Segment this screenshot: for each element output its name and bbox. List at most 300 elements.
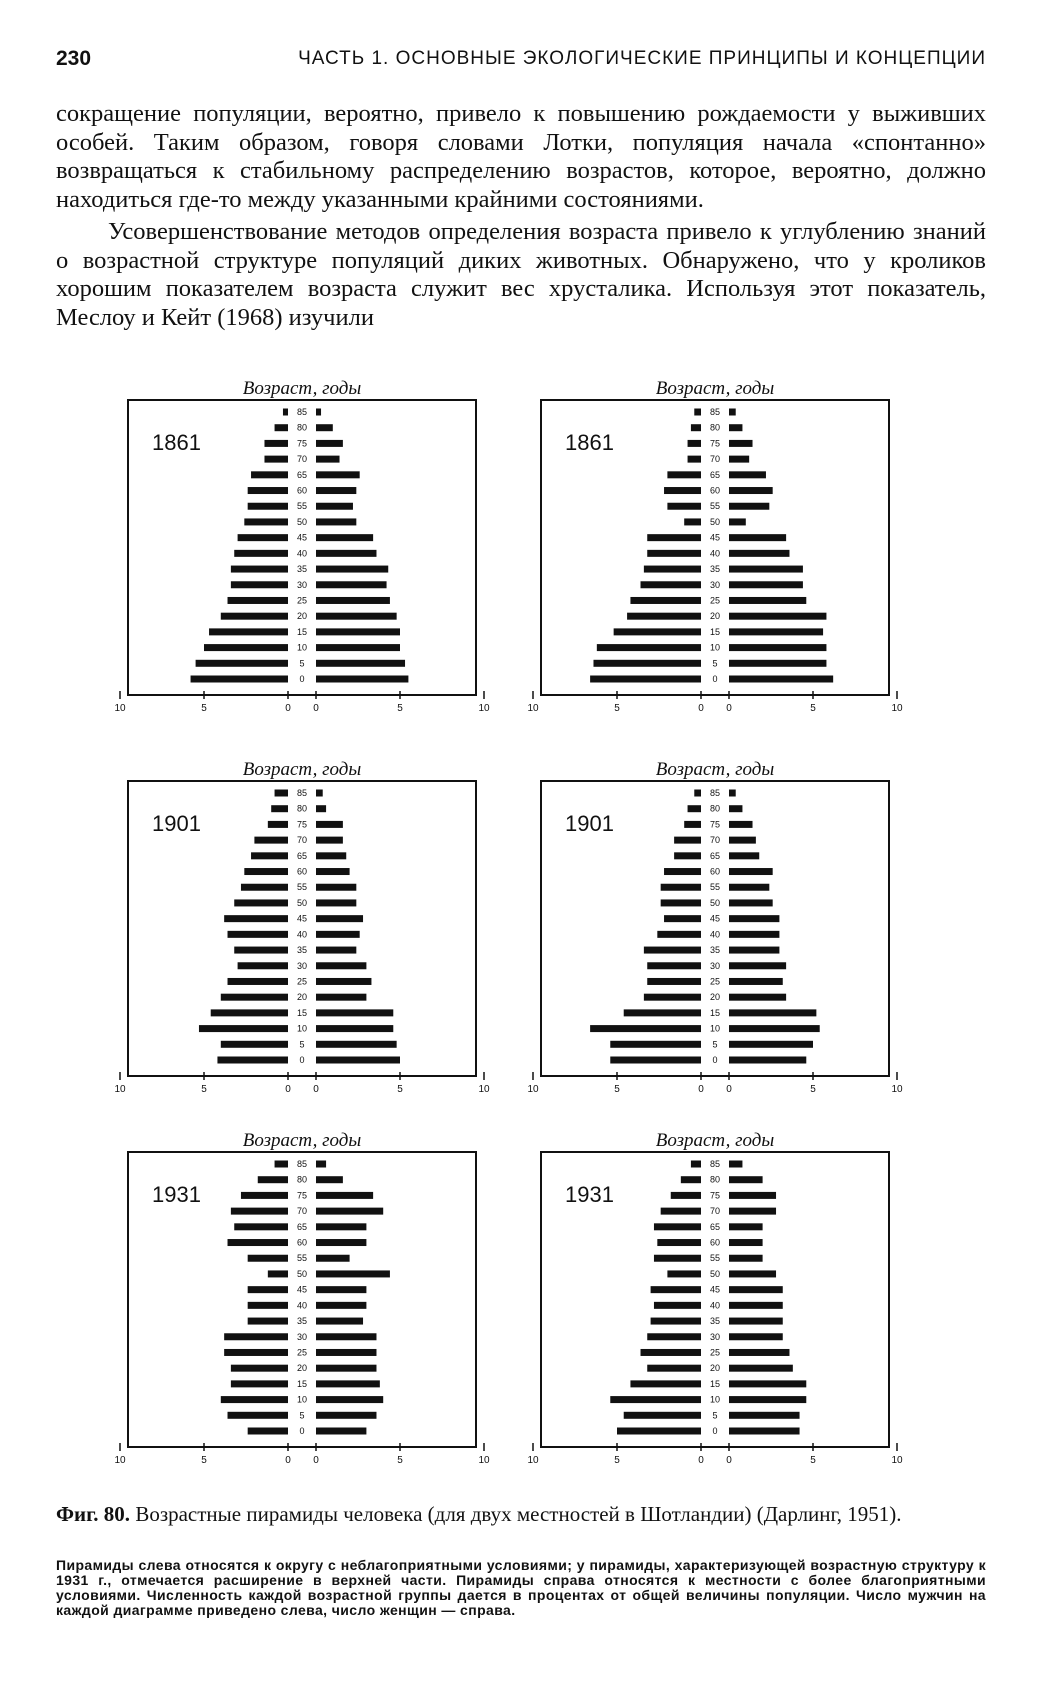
age-tick-label: 65 [709,850,721,861]
female-bar [316,424,333,431]
male-bar [641,1349,701,1356]
age-tick-label: 40 [296,548,308,559]
male-bar [681,1176,701,1183]
figure-number: Фиг. 80. [56,1502,131,1526]
female-bar [316,660,405,667]
male-bar [224,1333,288,1340]
male-bar [209,628,288,635]
female-bar [729,597,806,604]
age-tick-label: 35 [709,945,721,956]
age-tick-label: 5 [299,1039,305,1050]
age-tick-label: 45 [709,1284,721,1295]
female-bar [316,1380,380,1387]
male-bar [251,852,288,859]
female-bar [729,456,749,463]
male-bar [231,566,288,573]
age-tick-label: 45 [296,913,308,924]
pyramid-axis-label: Возраст, годы [655,1130,775,1151]
age-tick-label: 35 [709,1316,721,1327]
age-tick-label: 0 [299,1055,305,1065]
age-tick-label: 80 [296,803,308,814]
female-bar [729,566,803,573]
female-bar [729,1365,793,1372]
caption-text: Возрастные пирамиды человека (для двух местностей в Шотландии) (Дарлинг, 1951). [135,1502,902,1526]
age-tick-label: 25 [296,595,308,606]
female-bar [316,534,373,541]
x-tick-label: 10 [527,1455,539,1466]
age-tick-label: 35 [296,1316,308,1327]
male-bar [654,1302,701,1309]
female-bar [729,1208,776,1215]
female-bar [729,978,783,985]
male-bar [238,534,288,541]
female-bar [729,1161,742,1168]
female-bar [316,1333,376,1340]
male-bar [684,821,701,828]
female-bar [729,1302,783,1309]
x-tick-label: 5 [397,1455,403,1466]
x-tick-label: 0 [726,703,732,714]
age-tick-label: 5 [299,658,305,669]
age-tick-label: 5 [712,658,718,669]
female-bar [729,821,753,828]
age-tick-label: 80 [709,1174,721,1185]
age-tick-label: 35 [296,564,308,575]
male-bar [228,1239,288,1246]
age-tick-label: 70 [296,835,308,846]
age-tick-label: 5 [712,1039,718,1050]
age-tick-label: 75 [296,1190,308,1201]
male-bar [661,899,701,906]
male-bar [228,931,288,938]
male-bar [268,821,288,828]
male-bar [231,1208,288,1215]
x-tick-label: 10 [891,1084,903,1095]
male-bar [610,1057,701,1064]
male-bar [657,931,701,938]
female-bar [729,1380,806,1387]
page-number: 230 [56,47,92,70]
age-tick-label: 15 [296,1007,308,1018]
age-tick-label: 10 [296,642,308,653]
male-bar [664,915,701,922]
female-bar [316,597,390,604]
female-bar [729,1057,806,1064]
female-bar [729,852,759,859]
age-tick-label: 20 [296,1363,308,1374]
male-bar [688,805,701,812]
age-tick-label: 30 [709,960,721,971]
male-bar [647,978,701,985]
female-bar [729,660,826,667]
male-bar [244,868,288,875]
male-bar [275,1161,288,1168]
male-bar [196,660,288,667]
x-tick-label: 5 [810,703,816,714]
female-bar [316,1161,326,1168]
x-tick-label: 10 [114,1455,126,1466]
female-bar [316,628,400,635]
female-bar [729,1255,763,1262]
male-bar [254,837,288,844]
female-bar [729,1286,783,1293]
x-tick-label: 10 [527,1084,539,1095]
age-tick-label: 30 [709,579,721,590]
male-bar [590,1025,701,1032]
female-bar [316,1025,393,1032]
female-bar [729,534,786,541]
age-tick-label: 70 [709,1206,721,1217]
male-bar [644,994,701,1001]
female-bar [316,1318,363,1325]
female-bar [316,805,326,812]
pyramid-year: 1931 [565,1182,614,1207]
female-bar [729,868,773,875]
male-bar [191,676,288,683]
page-header [56,44,986,74]
female-bar [729,424,742,431]
male-bar [590,676,701,683]
female-bar [729,837,756,844]
male-bar [228,1412,288,1419]
age-tick-label: 25 [296,976,308,987]
male-bar [234,947,288,954]
male-bar [248,1318,288,1325]
x-tick-label: 5 [614,703,620,714]
age-tick-label: 20 [296,611,308,622]
age-tick-label: 10 [296,1394,308,1405]
male-bar [264,456,288,463]
age-tick-label: 50 [296,897,308,908]
male-bar [667,1270,701,1277]
female-bar [729,962,786,969]
female-bar [316,1255,350,1262]
male-bar [657,1239,701,1246]
age-tick-label: 15 [296,1378,308,1389]
age-tick-label: 60 [296,1237,308,1248]
female-bar [316,1176,343,1183]
male-bar [271,805,288,812]
male-bar [224,915,288,922]
age-tick-label: 0 [712,674,718,684]
male-bar [251,471,288,478]
age-tick-label: 85 [296,407,308,417]
male-bar [248,503,288,510]
female-bar [316,931,360,938]
age-tick-label: 15 [709,1007,721,1018]
age-tick-label: 40 [709,929,721,940]
age-tick-label: 55 [709,882,721,893]
female-bar [729,1041,813,1048]
pyramid-axis-label: Возраст, годы [655,759,775,780]
female-bar [729,790,736,797]
age-tick-label: 55 [709,1253,721,1264]
male-bar [651,1286,701,1293]
pyramid-year: 1861 [152,430,201,455]
female-bar [729,1349,789,1356]
male-bar [231,581,288,588]
age-tick-label: 40 [296,929,308,940]
male-bar [647,550,701,557]
male-bar [248,1286,288,1293]
age-tick-label: 10 [709,1023,721,1034]
female-bar [729,899,773,906]
female-bar [729,1318,783,1325]
female-bar [729,1223,763,1230]
x-tick-label: 0 [698,703,704,714]
female-bar [316,456,340,463]
female-bar [729,644,826,651]
male-bar [283,409,288,416]
female-bar [729,1396,806,1403]
male-bar [664,868,701,875]
male-bar [221,613,288,620]
male-bar [624,1412,701,1419]
x-tick-label: 0 [313,1084,319,1095]
x-tick-label: 5 [201,1084,207,1095]
age-tick-label: 80 [709,803,721,814]
female-bar [316,994,366,1001]
pyramid-year: 1861 [565,430,614,455]
age-tick-label: 50 [296,1268,308,1279]
male-bar [630,597,701,604]
male-bar [624,1009,701,1016]
paragraph-2: Усовершенствование методов определения возраста привело к углублению знаний о возрастной структуре популяций диких животных. Обнаружено, что у кроликов хорошим показателем возраста служит вес хрусталика. Используя этот показатель, Меслоу и Кейт (1968) изучили [56,218,986,331]
age-tick-label: 50 [709,516,721,527]
pyramid-3 [505,753,925,1103]
male-bar [221,994,288,1001]
age-tick-label: 10 [709,642,721,653]
age-tick-label: 70 [709,835,721,846]
female-bar [316,1239,366,1246]
age-tick-label: 60 [296,485,308,496]
male-bar [228,978,288,985]
age-tick-label: 35 [296,945,308,956]
female-bar [316,821,343,828]
x-tick-label: 0 [698,1084,704,1095]
age-tick-label: 55 [296,882,308,893]
female-bar [316,644,400,651]
age-tick-label: 45 [709,532,721,543]
male-bar [654,1223,701,1230]
male-bar [651,1318,701,1325]
age-tick-label: 0 [712,1426,718,1436]
male-bar [221,1041,288,1048]
female-bar [316,1270,390,1277]
age-tick-label: 50 [709,1268,721,1279]
age-tick-label: 30 [296,960,308,971]
age-tick-label: 85 [709,407,721,417]
x-tick-label: 10 [114,703,126,714]
male-bar [199,1025,288,1032]
female-bar [316,1302,366,1309]
female-bar [316,487,356,494]
x-tick-label: 0 [698,1455,704,1466]
female-bar [316,868,350,875]
female-bar [729,947,779,954]
female-bar [316,1057,400,1064]
female-bar [729,994,786,1001]
running-title: ЧАСТЬ 1. ОСНОВНЫЕ ЭКОЛОГИЧЕСКИЕ ПРИНЦИПЫ И КОНЦЕПЦИИ [298,48,986,69]
female-bar [316,550,376,557]
age-tick-label: 60 [709,1237,721,1248]
body-text [56,100,986,332]
pyramid-axis-label: Возраст, годы [242,378,362,399]
age-tick-label: 45 [296,1284,308,1295]
pyramid-axis-label: Возраст, годы [655,378,775,399]
age-tick-label: 5 [712,1410,718,1421]
age-tick-label: 20 [709,611,721,622]
female-bar [316,503,353,510]
x-tick-label: 10 [891,1455,903,1466]
male-bar [597,644,701,651]
female-bar [729,503,769,510]
x-tick-label: 5 [201,1455,207,1466]
male-bar [231,1380,288,1387]
x-tick-label: 10 [478,703,490,714]
female-bar [729,1009,816,1016]
male-bar [674,837,701,844]
x-tick-label: 0 [285,1084,291,1095]
female-bar [729,805,742,812]
age-tick-label: 30 [709,1331,721,1342]
pyramid-year: 1901 [152,811,201,836]
age-tick-label: 65 [296,850,308,861]
male-bar [248,487,288,494]
female-bar [316,581,387,588]
age-tick-label: 25 [709,595,721,606]
x-tick-label: 10 [478,1084,490,1095]
female-bar [316,440,343,447]
female-bar [316,790,323,797]
male-bar [234,1223,288,1230]
female-bar [729,1239,763,1246]
male-bar [664,487,701,494]
female-bar [729,884,769,891]
male-bar [627,613,701,620]
female-bar [729,471,766,478]
x-tick-label: 10 [527,703,539,714]
male-bar [661,1208,701,1215]
age-tick-label: 65 [296,469,308,480]
age-tick-label: 15 [296,626,308,637]
age-tick-label: 85 [296,1159,308,1169]
age-tick-label: 65 [709,469,721,480]
male-bar [674,852,701,859]
male-bar [667,503,701,510]
female-bar [316,1041,397,1048]
age-tick-label: 25 [709,1347,721,1358]
age-tick-label: 85 [296,788,308,798]
female-bar [316,837,343,844]
female-bar [729,581,803,588]
age-tick-label: 75 [709,438,721,449]
x-tick-label: 5 [201,703,207,714]
age-tick-label: 30 [296,579,308,590]
pyramid-year: 1931 [152,1182,201,1207]
male-bar [610,1396,701,1403]
male-bar [258,1176,288,1183]
female-bar [316,1365,376,1372]
female-bar [316,899,356,906]
x-tick-label: 0 [285,703,291,714]
male-bar [211,1009,288,1016]
x-tick-label: 5 [397,1084,403,1095]
age-tick-label: 40 [709,1300,721,1311]
age-tick-label: 75 [709,819,721,830]
x-tick-label: 5 [614,1084,620,1095]
age-tick-label: 80 [709,422,721,433]
female-bar [316,1412,376,1419]
male-bar [593,660,701,667]
male-bar [644,566,701,573]
male-bar [248,1428,288,1435]
age-tick-label: 85 [709,788,721,798]
female-bar [316,947,356,954]
female-bar [316,1286,366,1293]
female-bar [316,1396,383,1403]
age-tick-label: 0 [712,1055,718,1065]
male-bar [617,1428,701,1435]
paragraph-1: сокращение популяции, вероятно, привело к повышению рождаемости у выживших особей. Таким образом, говоря словами Лотки, популяция начала «спонтанно» возвращаться к стабильному распределению возрастов, которое, вероятно, должно находиться где-то между указанными крайними состояниями. [56,100,986,213]
male-bar [661,884,701,891]
female-bar [316,852,346,859]
age-tick-label: 70 [709,454,721,465]
male-bar [688,456,701,463]
male-bar [241,884,288,891]
male-bar [264,440,288,447]
male-bar [234,899,288,906]
age-tick-label: 55 [296,501,308,512]
age-tick-label: 70 [296,1206,308,1217]
x-tick-label: 0 [726,1455,732,1466]
age-tick-label: 5 [299,1410,305,1421]
female-bar [316,915,363,922]
female-bar [316,1208,383,1215]
female-bar [316,978,371,985]
x-tick-label: 5 [810,1084,816,1095]
age-tick-label: 35 [709,564,721,575]
x-tick-label: 10 [891,703,903,714]
male-bar [610,1041,701,1048]
male-bar [248,1255,288,1262]
male-bar [614,628,701,635]
age-tick-label: 20 [296,992,308,1003]
female-bar [316,518,356,525]
male-bar [688,440,701,447]
male-bar [630,1380,701,1387]
age-tick-label: 85 [709,1159,721,1169]
age-tick-label: 75 [296,438,308,449]
pyramid-4 [92,1124,512,1474]
female-bar [316,884,356,891]
age-tick-label: 70 [296,454,308,465]
male-bar [647,1365,701,1372]
pyramid-2 [92,753,512,1103]
x-tick-label: 0 [313,703,319,714]
x-tick-label: 0 [726,1084,732,1095]
male-bar [241,1192,288,1199]
female-bar [729,550,789,557]
x-tick-label: 0 [285,1455,291,1466]
male-bar [694,409,701,416]
female-bar [729,1428,800,1435]
male-bar [234,550,288,557]
female-bar [316,1349,376,1356]
x-tick-label: 5 [810,1455,816,1466]
x-tick-label: 0 [313,1455,319,1466]
male-bar [217,1057,288,1064]
